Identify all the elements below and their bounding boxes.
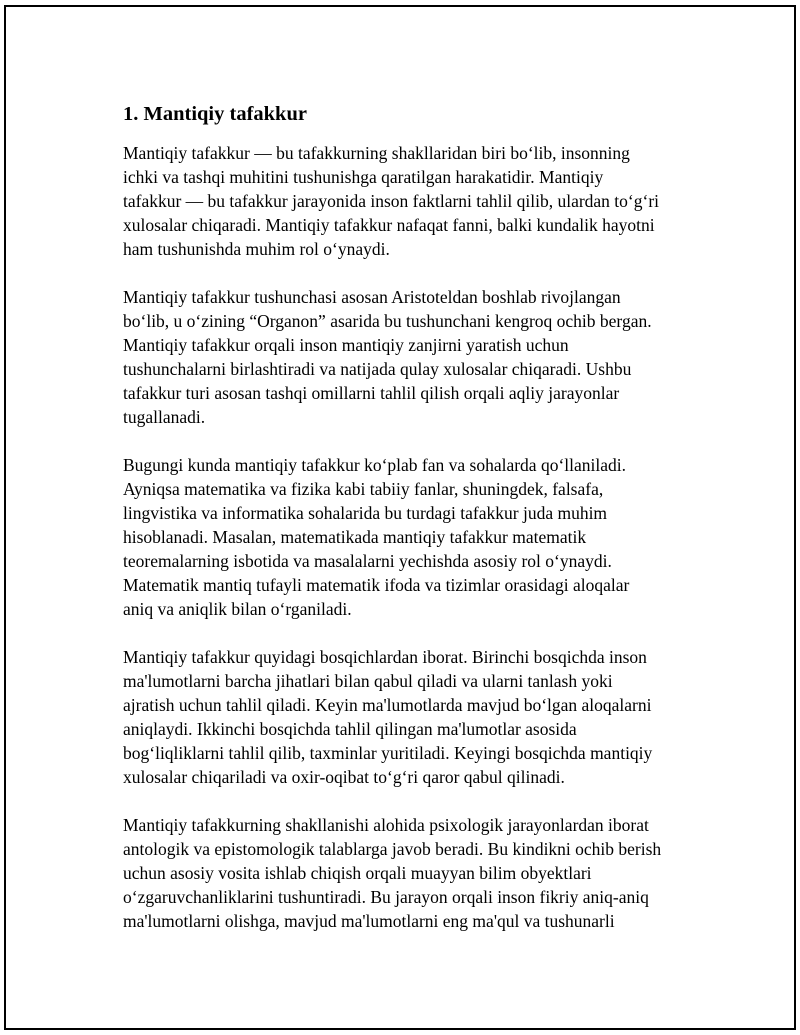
paragraph-line: Ayniqsa matematika va fizika kabi tabiiy fanlar, shuningdek, falsafa, bbox=[123, 479, 604, 499]
document-body bbox=[123, 102, 703, 957]
paragraph-line: tushunchalarni birlashtiradi va natijada qulay xulosalar chiqaradi. Ushbu bbox=[123, 359, 632, 379]
paragraph-5 bbox=[123, 813, 703, 933]
paragraph-2 bbox=[123, 285, 703, 429]
paragraph-line: Mantiqiy tafakkur tushunchasi asosan Aristoteldan boshlab rivojlangan bbox=[123, 287, 621, 307]
paragraph-line: tafakkur turi asosan tashqi omillarni tahlil qilish orqali aqliy jarayonlar bbox=[123, 383, 620, 403]
paragraph-1 bbox=[123, 141, 703, 261]
paragraph-line: ham tushunishda muhim rol o‘ynaydi. bbox=[123, 239, 390, 259]
paragraph-line: o‘zgaruvchanliklarini tushuntiradi. Bu jarayon orqali inson fikriy aniq-aniq bbox=[123, 887, 649, 907]
paragraph-3 bbox=[123, 453, 703, 621]
paragraph-line: bo‘lib, u o‘zining “Organon” asarida bu tushunchani kengroq ochib bergan. bbox=[123, 311, 652, 331]
paragraph-line: Matematik mantiq tufayli matematik ifoda va tizimlar orasidagi aloqalar bbox=[123, 575, 630, 595]
paragraph-line: ma'lumotlarni barcha jihatlari bilan qabul qiladi va ularni tanlash yoki bbox=[123, 671, 613, 691]
paragraph-line: hisoblanadi. Masalan, matematikada mantiqiy tafakkur matematik bbox=[123, 527, 587, 547]
paragraph-line: Bugungi kunda mantiqiy tafakkur ko‘plab fan va sohalarda qo‘llaniladi. bbox=[123, 455, 626, 475]
section-heading: 1. Mantiqiy tafakkur bbox=[123, 103, 307, 125]
paragraph-line: Mantiqiy tafakkurning shakllanishi alohida psixologik jarayonlardan iborat bbox=[123, 815, 649, 835]
paragraph-line: uchun asosiy vosita ishlab chiqish orqali muayyan bilim obyektlari bbox=[123, 863, 592, 883]
paragraph-line: aniqlaydi. Ikkinchi bosqichda tahlil qilingan ma'lumotlar asosida bbox=[123, 719, 577, 739]
paragraph-line: Mantiqiy tafakkur quyidagi bosqichlardan iborat. Birinchi bosqichda inson bbox=[123, 647, 647, 667]
paragraph-line: bog‘liqliklarni tahlil qilib, taxminlar yuritiladi. Keyingi bosqichda mantiqiy bbox=[123, 743, 653, 763]
paragraph-4 bbox=[123, 645, 703, 789]
paragraph-line: tafakkur — bu tafakkur jarayonida inson faktlarni tahlil qilib, ulardan to‘g‘ri bbox=[123, 191, 660, 211]
paragraph-line: ichki va tashqi muhitini tushunishga qaratilgan harakatidir. Mantiqiy bbox=[123, 167, 604, 187]
paragraph-line: aniq va aniqlik bilan o‘rganiladi. bbox=[123, 599, 352, 619]
paragraph-line: lingvistika va informatika sohalarida bu turdagi tafakkur juda muhim bbox=[123, 503, 608, 523]
paragraph-line: xulosalar chiqariladi va oxir-oqibat to‘g‘ri qaror qabul qilinadi. bbox=[123, 767, 565, 787]
page-frame bbox=[4, 5, 796, 1030]
paragraph-line: ajratish uchun tahlil qiladi. Keyin ma'lumotlarda mavjud bo‘lgan aloqalarni bbox=[123, 695, 652, 715]
paragraph-line: antologik va epistomologik talablarga javob beradi. Bu kindikni ochib berish bbox=[123, 839, 662, 859]
paragraph-line: ma'lumotlarni olishga, mavjud ma'lumotlarni eng ma'qul va tushunarli bbox=[123, 911, 615, 931]
paragraph-line: tugallanadi. bbox=[123, 407, 206, 427]
paragraph-line: Mantiqiy tafakkur — bu tafakkurning shakllaridan biri bo‘lib, insonning bbox=[123, 143, 630, 163]
paragraph-line: xulosalar chiqaradi. Mantiqiy tafakkur nafaqat fanni, balki kundalik hayotni bbox=[123, 215, 655, 235]
paragraph-line: Mantiqiy tafakkur orqali inson mantiqiy zanjirni yaratish uchun bbox=[123, 335, 569, 355]
paragraph-line: teoremalarning isbotida va masalalarni yechishda asosiy rol o‘ynaydi. bbox=[123, 551, 612, 571]
